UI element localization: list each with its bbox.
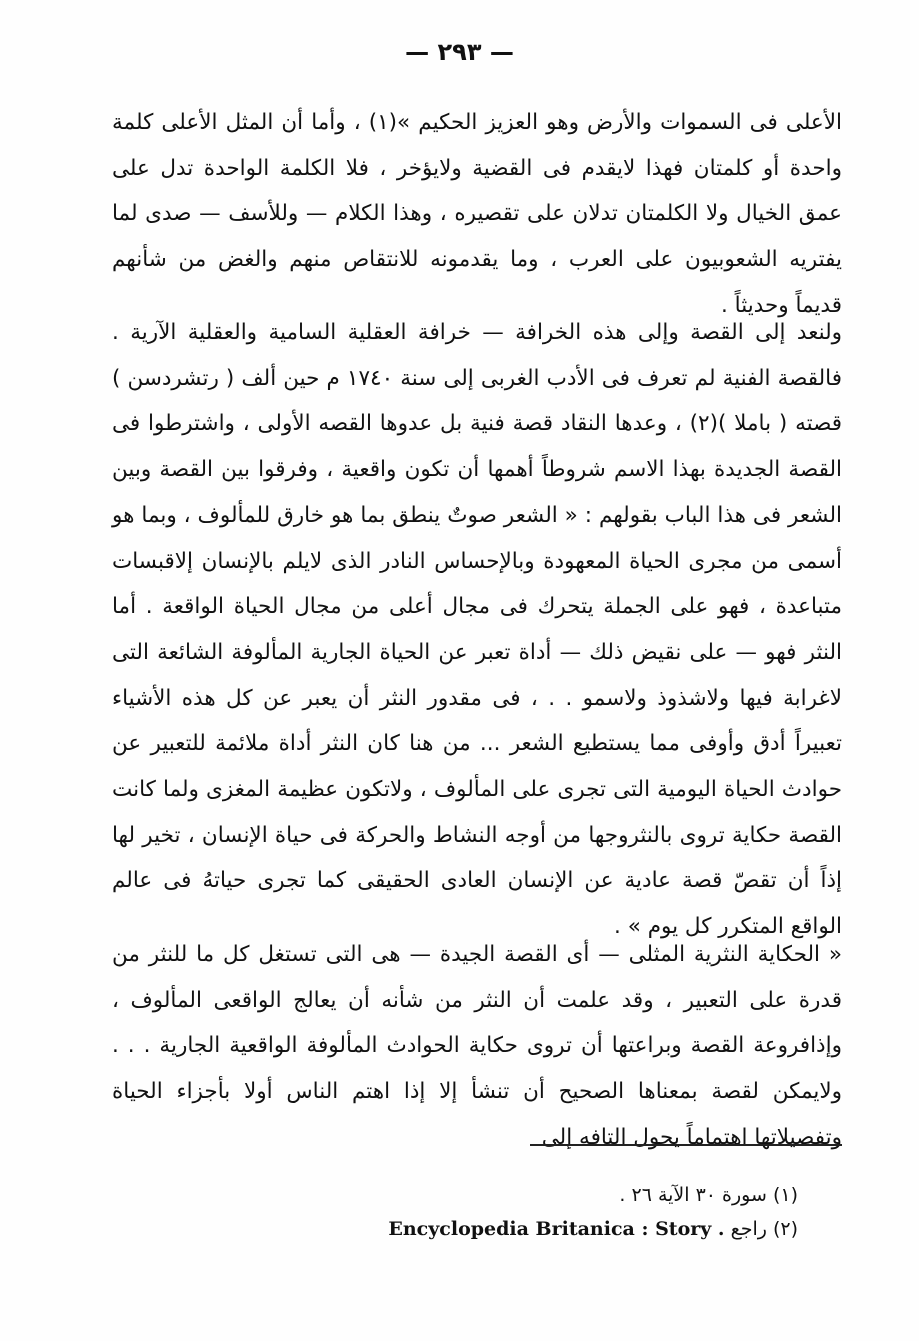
footnotes <box>300 1178 798 1246</box>
footnote-2-reference: Encyclopedia Britanica : Story . <box>388 1218 725 1240</box>
paragraph-text: الأعلى فى السموات والأرض وهو العزيز الحكيم »(١) ، وأما أن المثل الأعلى كلمة واحدة أو كلمتان فهذا لايقدم فى القضية ولايؤخر ، فلا الكلمة الواحدة تدل على عمق الخيال ولا الكلمتان تدلان على تقصيره ، وهذا الكلام — وللأسف — صدى لما يفتريه الشعوبيون على العرب ، وما يقدمونه للانتقاص منهم والغض من شأنهم قديماً وحديثاً . <box>112 110 842 318</box>
footnote-1: (١) سورة ٣٠ الآية ٢٦ . <box>619 1184 798 1206</box>
page-number: — ٢٩٣ — <box>405 38 514 66</box>
footnote-separator <box>530 1144 842 1146</box>
paragraph-2 <box>112 310 842 950</box>
paragraph-text: ولنعد إلى القصة وإلى هذه الخرافة — خرافة العقلية السامية والعقلية الآرية . فالقصة الفنية لم تعرف فى الأدب الغربى إلى سنة ١٧٤٠ م حين ألف ( رتشردسن ) قصته ( باملا )(٢) ، وعدها النقاد قصة فنية بل عدوها القصه الأولى ، واشترطوا فى القصة الجديدة بهذا الاسم شروطاً أهمها أن تكون واقعية ، وفرقوا بين القصة وبين الشعر فى هذا الباب بقولهم : « الشعر صوتٌ ينطق بما هو خارق للمألوف ، وبما هو أسمى من مجرى الحياة المعهودة وبالإحساس النادر الذى لايلم بالإنسان إلاقبسات متباعدة ، فهو على الجملة يتحرك فى مجال أعلى من مجال الحياة الواقعة . أما النثر فهو — على نقيض ذلك — أداة تعبر عن الحياة الجارية المألوفة الشائعة التى لاغرابة فيها ولاشذوذ ولاسمو . . ، فى مقدور النثر أن يعبر عن كل هذه الأشياء تعبيراً أدق وأوفى مما يستطيع الشعر ... من هنا كان النثر أداة ملائمة للتعبير عن حوادث الحياة اليومية التى تجرى على المألوف ، ولاتكون عظيمة المغزى ولما كانت القصة حكاية تروى بالنثروجها من أوجه النشاط والحركة فى حياة الإنسان ، تخير لها إذاً أن تقصّ قصة عادية عن الإنسان العادى الحقيقى كما تجرى حياتهُ فى عالم الواقع المتكرر كل يوم » . <box>112 320 843 940</box>
paragraph-3 <box>112 932 842 1161</box>
footnote-2 <box>300 1212 798 1246</box>
paragraph-1 <box>112 100 842 329</box>
paragraph-text: « الحكاية النثرية المثلى — أى القصة الجيدة — هى التى تستغل كل ما للنثر من قدرة على التعبير ، وقد علمت أن النثر من شأنه أن يعالج الواقعى المألوف ، وإذافروعة القصة وبراعتها أن تروى حكاية الحوادث المألوفة الواقعية الجارية . . . ولايمكن لقصة بمعناها الصحيح أن تنشأ إلا إذا اهتم الناس أولا بأجزاء الحياة وتفصيلاتها اهتماماً يحول التافه إلى <box>112 942 842 1150</box>
footnote-2-prefix: (٢) راجع <box>730 1218 798 1240</box>
